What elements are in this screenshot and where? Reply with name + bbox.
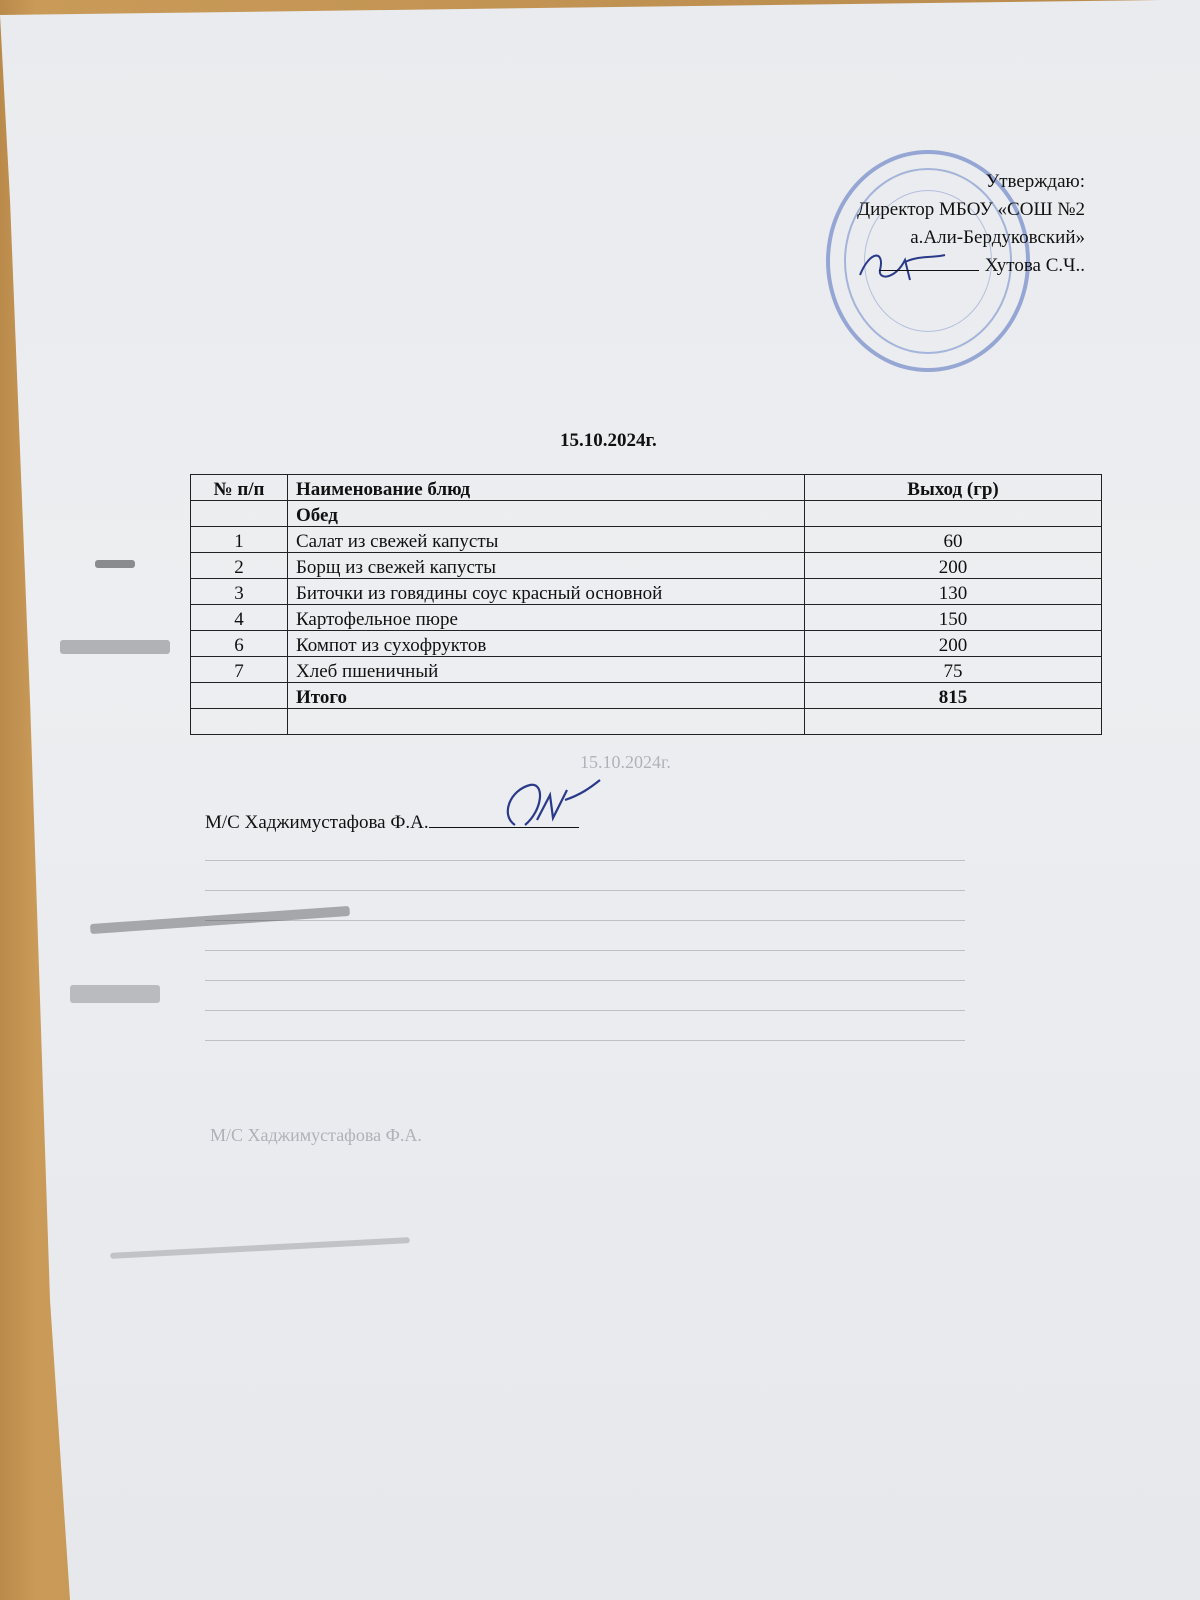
ghost-line: [205, 980, 965, 981]
ghost-date: 15.10.2024г.: [580, 752, 671, 772]
scan-smudge: [60, 640, 170, 654]
table-row: 7 Хлеб пшеничный 75: [191, 657, 1102, 683]
nurse-name: М/С Хаджимустафова Ф.А.: [205, 812, 429, 833]
total-value: 815: [805, 683, 1102, 709]
table-section-row: [191, 501, 1102, 527]
table-row: 2 Борщ из свежей капусты 200: [191, 553, 1102, 579]
header-dish: Наименование блюд: [288, 475, 805, 501]
approval-signer: [857, 252, 1085, 280]
ghost-line: [205, 950, 965, 951]
table-row: 1 Салат из свежей капусты 60: [191, 527, 1102, 553]
menu-date: 15.10.2024г.: [560, 430, 657, 451]
scan-smudge: [95, 560, 135, 568]
table-row: 6 Компот из сухофруктов 200: [191, 631, 1102, 657]
signature-line: [879, 270, 979, 271]
table-total-row: [191, 683, 1102, 709]
section-label: Обед: [288, 501, 805, 527]
table-header-row: [191, 475, 1102, 501]
header-output: Выход (гр): [805, 475, 1102, 501]
approval-block: [857, 168, 1085, 280]
ghost-line: [205, 1010, 965, 1011]
approval-position: Директор МБОУ «СОШ №2: [857, 199, 1085, 220]
menu-table: [190, 474, 1102, 735]
ghost-nurse: М/С Хаджимустафова Ф.А.: [210, 1125, 422, 1145]
scan-smudge: [70, 985, 160, 1003]
approval-school: а.Али-Бердуковский»: [910, 227, 1085, 248]
table-row: 3 Биточки из говядины соус красный основной 130: [191, 579, 1102, 605]
nurse-signature: [495, 770, 605, 845]
ghost-line: [205, 920, 965, 921]
table-empty-row: [191, 709, 1102, 735]
header-number: № п/п: [191, 475, 288, 501]
table-row: 4 Картофельное пюре 150: [191, 605, 1102, 631]
approval-heading: Утверждаю:: [985, 171, 1085, 192]
ghost-line: [205, 1040, 965, 1041]
ghost-line: [205, 890, 965, 891]
director-name: Хутова С.Ч..: [984, 255, 1085, 276]
total-label: Итого: [288, 683, 805, 709]
ghost-line: [205, 860, 965, 861]
